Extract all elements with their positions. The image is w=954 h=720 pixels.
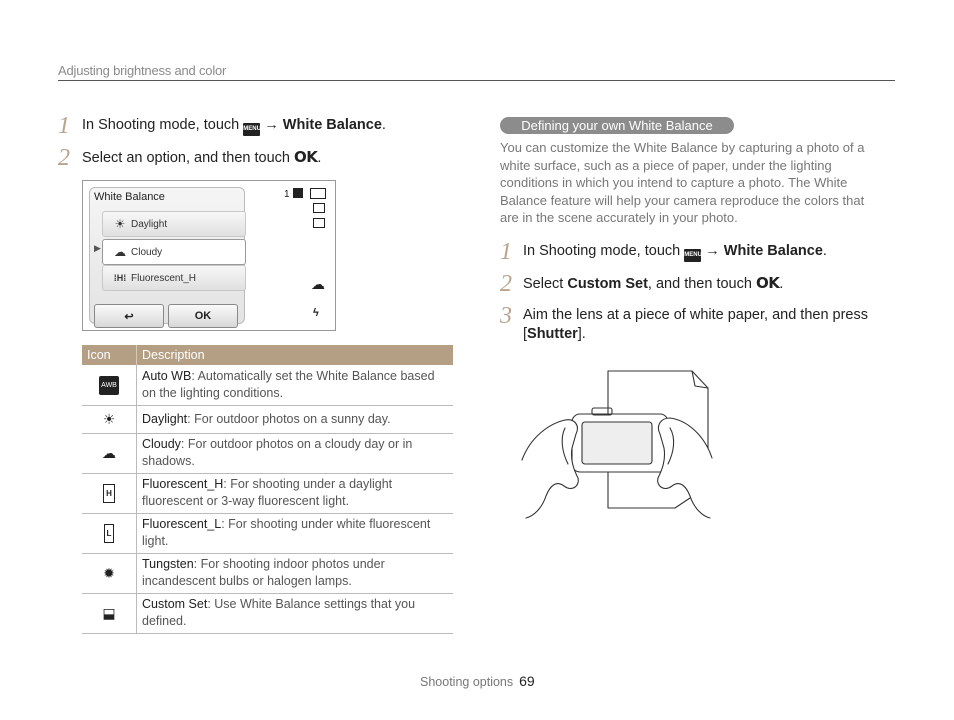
white-balance-panel [89, 187, 245, 324]
section-heading-pill: Defining your own White Balance [500, 117, 734, 134]
table-row: ✹ Tungsten: For shooting indoor photos under incandescent bulbs or halogen lamps. [82, 553, 453, 593]
cloud-status-icon: ☁ [311, 276, 325, 292]
wb-option-cloudy[interactable]: ☁ Cloudy [102, 239, 246, 265]
white-balance-table [82, 345, 453, 634]
wb-option-daylight[interactable]: ☀ Daylight [102, 211, 246, 237]
auto-wb-icon: AWB [82, 365, 137, 405]
footer-label: Shooting options [420, 675, 514, 689]
battery-icon [310, 188, 326, 199]
cloud-icon: ☁ [114, 245, 126, 259]
quality-icon [313, 218, 325, 228]
cloudy-icon: ☁ [82, 433, 137, 473]
step-number: 1 [58, 113, 70, 139]
back-button[interactable]: ↩ [94, 304, 164, 328]
fluorescent-h-icon: H [82, 473, 137, 513]
camera-lcd [582, 422, 652, 464]
table-row: AWB Auto WB: Automatically set the White Balance based on the lighting conditions. [82, 365, 453, 405]
fluorescent-h-icon: ⁞H⁞ [113, 273, 127, 283]
table-row: ☀ Daylight: For outdoor photos on a sunny day. [82, 405, 453, 433]
table-row: H Fluorescent_H: For shooting under a daylight fluorescent or 3-way fluorescent light. [82, 473, 453, 513]
ok-icon: OK [294, 148, 318, 166]
step-number: 2 [58, 145, 70, 171]
custom-set-icon: ⬓ [82, 593, 137, 633]
header-divider [58, 80, 895, 81]
fluorescent-l-icon: L [82, 513, 137, 553]
menu-icon: MENU [684, 249, 701, 262]
ok-button[interactable]: OK [168, 304, 238, 328]
table-row: ⬓ Custom Set: Use White Balance settings that you defined. [82, 593, 453, 633]
shot-count: 1 [284, 189, 290, 200]
section-title: Adjusting brightness and color [58, 63, 227, 78]
flash-auto-icon: ϟ [313, 307, 319, 319]
step-number: 3 [500, 303, 512, 329]
camera-white-paper-illustration [520, 368, 715, 520]
camera-screen [82, 180, 336, 331]
left-hand [522, 420, 578, 518]
page-number: 69 [519, 673, 535, 689]
ok-icon: OK [755, 274, 780, 292]
table-row: ☁ Cloudy: For outdoor photos on a cloudy day or in shadows. [82, 433, 453, 473]
wb-option-fluorescent-h[interactable]: ⁞H⁞ Fluorescent_H [102, 265, 246, 291]
column-header-icon: Icon [82, 345, 137, 365]
right-hand [658, 418, 712, 518]
menu-icon: MENU [243, 123, 260, 136]
column-header-description: Description [137, 345, 454, 365]
daylight-icon: ☀ [82, 405, 137, 433]
image-size-icon [293, 188, 303, 198]
table-header-row [82, 345, 453, 365]
selection-arrow-icon: ▶ [94, 243, 101, 253]
step-text: In Shooting mode, touch MENU → White Balance. [82, 116, 386, 136]
tungsten-icon: ✹ [82, 553, 137, 593]
intro-paragraph: You can customize the White Balance by capturing a photo of a white surface, such as a piece of paper, under the lighting conditions in which you intend to capture a photo. The White Balance feature will help your camera reproduce the colors that are in the scene accurately in your photo. [500, 140, 865, 225]
step-number: 2 [500, 271, 512, 297]
photo-style-icon [313, 203, 325, 213]
panel-title: White Balance [94, 191, 165, 203]
step-text: In Shooting mode, touch MENU → White Balance. [523, 242, 827, 262]
step-text: Select Custom Set, and then touch OK. [523, 274, 784, 292]
page-footer [420, 673, 535, 689]
step-text: Select an option, and then touch OK. [82, 148, 322, 166]
sun-icon: ☀ [114, 217, 126, 231]
table-row: L Fluorescent_L: For shooting under white fluorescent light. [82, 513, 453, 553]
step-number: 1 [500, 239, 512, 265]
step-text: Aim the lens at a piece of white paper, and then press [Shutter]. [523, 307, 868, 342]
